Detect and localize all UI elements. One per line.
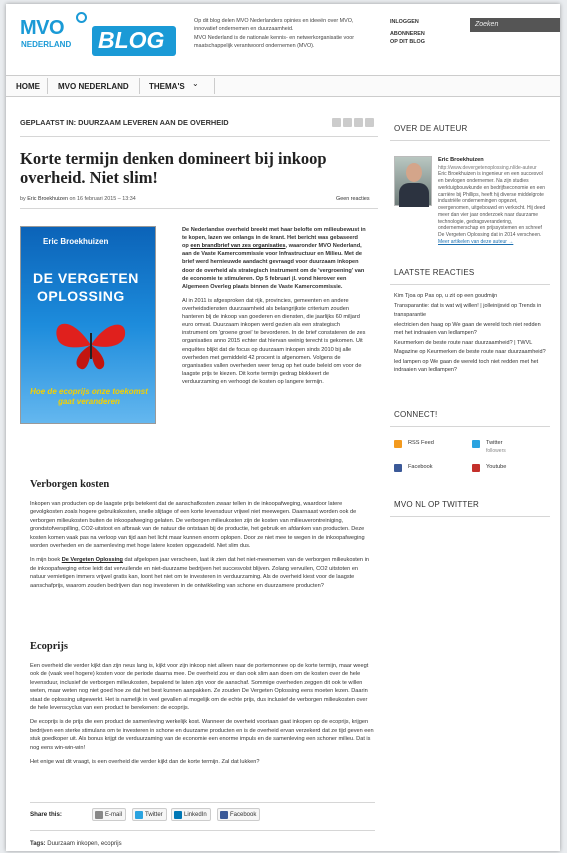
twitter-feed-title: MVO NL OP TWITTER [394,500,480,509]
tags-value[interactable]: Duurzaam inkopen, ecoprijs [47,841,122,847]
author-more-link[interactable]: Meer artikelen van deze auteur → [438,238,514,245]
reaction-item[interactable]: led lampen op We gaan de wereld toch niet redden met het indraaien van ledlampen? [394,358,539,373]
book-title-line-2: OPLOSSING [37,288,125,304]
tags-label: Tags: [30,841,46,847]
logo-mvo-text: MVO [20,17,65,39]
site-header [6,4,560,74]
author-bio: Eric Broekhuizen is ingenieur en een succesvol en bevlogen ondernemer. Na zijn studies werktuigbouwkunde en bedrijfseconomie en een carrière bij Phillips, heeft hij diverse middelgrote industriële ondernemingen opgezet, overgenomen, uitgebouwd en verkocht. Hij deed meer dan vier jaar onderzoek naar duurzame technologie, gedragsverandering, ondernemerschap en prijssystemen en schreef De Vergeten Oplossing dat in 2014 verscheen. [438,171,546,239]
login-link[interactable]: INLOGGEN [390,19,419,25]
book-author: Eric Broekhuizen [43,237,109,246]
share-twitter-button[interactable] [132,808,167,821]
rss-icon[interactable] [394,440,402,448]
connect-row-2 [394,464,550,478]
book-link[interactable]: De Vergeten Oplossing [61,557,123,564]
reactions-count[interactable]: Geen reacties [336,196,370,202]
rss-link[interactable]: RSS Feed [408,440,434,446]
site-logo[interactable] [20,12,170,62]
meta-by: by [20,196,26,202]
youtube-link[interactable]: Youtube [486,464,507,470]
latest-reactions-list [394,292,550,376]
nav-divider [47,78,48,94]
facebook-link[interactable]: Facebook [408,464,433,470]
latest-reactions-title: LAATSTE REACTIES [394,268,475,277]
share-label: Share this: [30,811,62,818]
divider [20,136,378,137]
intro-paragraph-1 [182,226,366,291]
linkedin-icon[interactable] [354,118,363,127]
connect-title: CONNECT! [394,410,438,419]
logo-nederland-text: NEDERLAND [21,40,72,49]
reaction-item[interactable]: Kim Tjoa op Pas op, u zit op een goudmijn [394,293,498,299]
header-share-icons [332,118,378,127]
brandbrief-link[interactable]: een brandbrief van zes organisaties [190,243,286,250]
share-facebook-button[interactable] [217,808,260,821]
body-verborgen [30,500,375,596]
nav-home[interactable]: HOME [16,82,40,91]
meta-on: on [69,196,76,202]
facebook-icon [220,811,228,819]
divider [30,802,375,803]
p1-text-b: , waaronder MVO Nederland, aan de Vaste Kamercommissie voor Infrastructuur en Milieu. Met de brief werd hernieuwde aandacht gevraagd voor duurzaam inkopen door de overheid als strategisch instrument om de 'vergroening' van de economie te stimuleren. Op 5 februari jl. vond hierover een Algemeen Overleg plaats binnen de Vaste Kamercommissie. [182,243,365,290]
intro-paragraph-2: Al in 2011 is afgesproken dat rijk, provincies, gemeenten en andere overheidsdiensten duurzaamheid als belangrijkste criterium zouden hanteren bij de inkoop van goederen en diensten, die jaarlijks 60 miljard euro omvat. Duurzaam inkopen werd gezien als een strategisch instrument om 'groene groei' te bevorderen. In de brief constateren de zes organisaties anno 2015 echter dat hiervan weinig terecht is gekomen. Uit enquêtes blijkt dat de focus op duurzaam inkopen sinds 2010 bij alle overheden met gemiddeld 42 procent is afgenomen. Volgens de organisaties vallen overheden weer terug op het oude beleid om voor de laagste prijs te kiezen. Dit korte termijn gedrag blokkeert de verduurzaming en verhoogt de kosten op langere termijn. [182,297,366,385]
divider [390,284,550,285]
author-box [438,157,546,246]
chevron-down-icon[interactable]: ⌄ [192,79,199,88]
subscribe-line-2: OP DIT BLOG [390,39,425,46]
heading-verborgen-kosten: Verborgen kosten [30,479,110,490]
divider [390,140,550,141]
subscribe-link[interactable] [390,30,425,46]
twitter-icon[interactable] [343,118,352,127]
connect-row-1 [394,440,550,454]
nav-mvo-nederland[interactable]: MVO NEDERLAND [58,82,129,91]
p-text-b: dat afgelopen jaar verscheen, laat ik zien dat het niet-meenemen van de verborgen milieukosten in de inkoopafweging ertoe leidt dat vervuilende en niet-duurzame bedrijven het succesvolst blijven. Zolang vervuilen, CO2 uitstoten en natuur vernietigen immers vrijwel gratis kan, loont het niet om te investeren in verduurzaming. Als de overheid kiest voor de laagste aanschafprijs, waarom zouden bedrijven dan nog investeren in de ontwikkeling van schone en duurzamere producten? [30,557,369,589]
linkedin-icon [174,811,182,819]
share-email-label: E-mail [105,812,123,818]
intro-column [182,226,366,392]
reaction-item[interactable]: electricien den haag op We gaan de wereld toch niet redden met het indraaien van ledlampen? [394,321,541,336]
body-ecoprijs [30,662,375,772]
paragraph: Het enige wat dit vraagt, is een overheid die verder kijkt dan de korte termijn. Zal dat lukken? [30,758,260,765]
main-nav [6,75,560,97]
intro-line-1: Op dit blog delen MVO Nederlanders opinies en ideeën over MVO, innovatief ondernemen en duurzaamheid. [194,18,354,32]
divider [390,426,550,427]
twitter-icon[interactable] [472,440,480,448]
nav-divider [139,78,140,94]
butterfly-icon [51,315,131,375]
book-subtitle: Hoe de ecoprijs onze toekomst gaat veranderen [30,387,148,406]
p1-text-a: De Nederlandse overheid breekt met haar belofte om milieubewust in te kopen, lazen we onlangs in de krant. Het bericht was gebaseerd op [182,227,366,250]
share-linkedin-button[interactable] [171,808,211,821]
category-header: GEPLAATST IN: DUURZAAM LEVEREN AAN DE OVERHEID [20,118,229,127]
post-title: Korte termijn denken domineert bij inkoop overheid. Niet slim! [20,149,327,187]
paragraph: De ecoprijs is de prijs die een product de samenleving werkelijk kost. Wanneer de overheid voortaan gaat inkopen op de ecoprijs, krijgen bedrijven een sterke stimulans om te investeren in schone en duurzame producten en is de overheid ervan verzekerd dat ze tijd geven een stuk goedkoper uit. Als bonus krijgt de verduurzaming van de economie een enorme impuls en de samenleving een schoner milieu. Dat is nog eens win-win-win! [30,719,374,751]
book-title-line-1: DE VERGETEN [33,270,139,286]
facebook-icon[interactable] [332,118,341,127]
top-links [390,18,425,50]
paragraph: Een overheid die verder kijkt dan zijn neus lang is, kijkt voor zijn inkoop niet alleen naar de portemonnee op de korte termijn, maar weegt ook de (vaak veel hogere) kosten voor de periode daarna mee. De overheid zou er dan ook slim aan doen om de kosten over de hele levensduur, inclusief de verborgen milieukosten, bepalend te laten zijn voor de aanschaf. Sommige overheden zeggen dit ook te willen weten, maar weten nog niet goed hoe ze dat het best kunnen aanpakken. Ze zouden De Vergeten Oplossing eens moeten lezen. Daarin staat de oplossing uitgewerkt. Het is namelijk in veel gevallen al mogelijk om de echte prijs, dus inclusief de verborgen milieukosten over de hele levenscyclus van een product te berekenen: de ecoprijs. [30,663,369,711]
post-date: 16 februari 2015 – 13:34 [76,196,136,202]
author-name: Eric Broekhuizen [438,157,484,163]
post-tags [30,840,122,848]
reaction-item[interactable]: Keurmerken de beste route naar duurzaamheid? | TWVL Magazine op Keurmerken de beste route naar duurzaamheid? [394,340,546,355]
heading-ecoprijs: Ecoprijs [30,641,68,652]
share-bar [30,804,375,826]
paragraph: Inkopen van producten op de laagste prijs betekent dat de aanschafkosten zwaar tellen in de inkoopafweging, waardoor latere gevolgkosten zoals hogere gebruikskosten, snelle slijtage of een korte levensduur vrijwel niet meewegen. Daarnaast worden ook de verborgen milieukosten buiten de inkoopafweging gelaten. De verborgen milieukosten zijn de kosten van milieuverontreiniging, grondstofverspilling, CO2-uitstoot en afbraak van de natuur die ontstaan bij de productie, het gebruik en afdanken van producten. Deze kosten komen vaak pas na verloop van tijd aan het licht maar kunnen enorm oplopen. Door ze niet mee te wegen in de inkoopafweging worden overheden en de samenleving met hoge latere kosten opgezadeld. Niet slim dus. [30,501,365,549]
intro-line-2: MVO Nederland is de nationale kennis- en netwerkorganisatie voor maatschappelijk verantwoord ondernemen (MVO). [194,35,355,49]
twitter-icon [135,811,143,819]
nav-divider [214,78,215,94]
share-twitter-label: Twitter [145,812,163,818]
youtube-icon[interactable] [472,464,480,472]
avatar-body [399,183,429,207]
twitter-followers: followers [486,448,506,454]
author-website-link[interactable]: http://www.devergetenoplossing.nl/de-auteur [438,164,537,171]
book-cover-image [20,226,156,424]
logo-mark-icon [76,12,87,23]
nav-themas[interactable]: THEMA'S [149,82,185,91]
author-avatar [394,156,432,206]
post-meta [20,196,136,203]
divider [20,208,378,209]
share-facebook-label: Facebook [230,812,257,818]
p-text-a: In mijn boek [30,557,62,564]
about-author-title: OVER DE AUTEUR [394,124,468,133]
email-icon[interactable] [365,118,374,127]
share-email-button[interactable] [92,808,126,821]
author-link[interactable]: Eric Broekhuizen [27,196,68,202]
site-intro [194,18,366,52]
divider [390,516,550,517]
twitter-link[interactable]: Twitter [486,440,503,446]
facebook-icon[interactable] [394,464,402,472]
search-input[interactable]: Zoeken [470,18,560,32]
page [6,4,560,851]
subscribe-line-1: ABONNEREN [390,31,425,38]
share-linkedin-label: LinkedIn [184,812,207,818]
logo-blog-text: BLOG [98,27,165,53]
reaction-item[interactable]: Transparantie: dat is wat wij willen! | jolleinijsvid op Trends in transparantie [394,303,542,318]
avatar-head [406,163,422,182]
email-icon [95,811,103,819]
divider [30,830,375,831]
paragraph [30,556,375,590]
